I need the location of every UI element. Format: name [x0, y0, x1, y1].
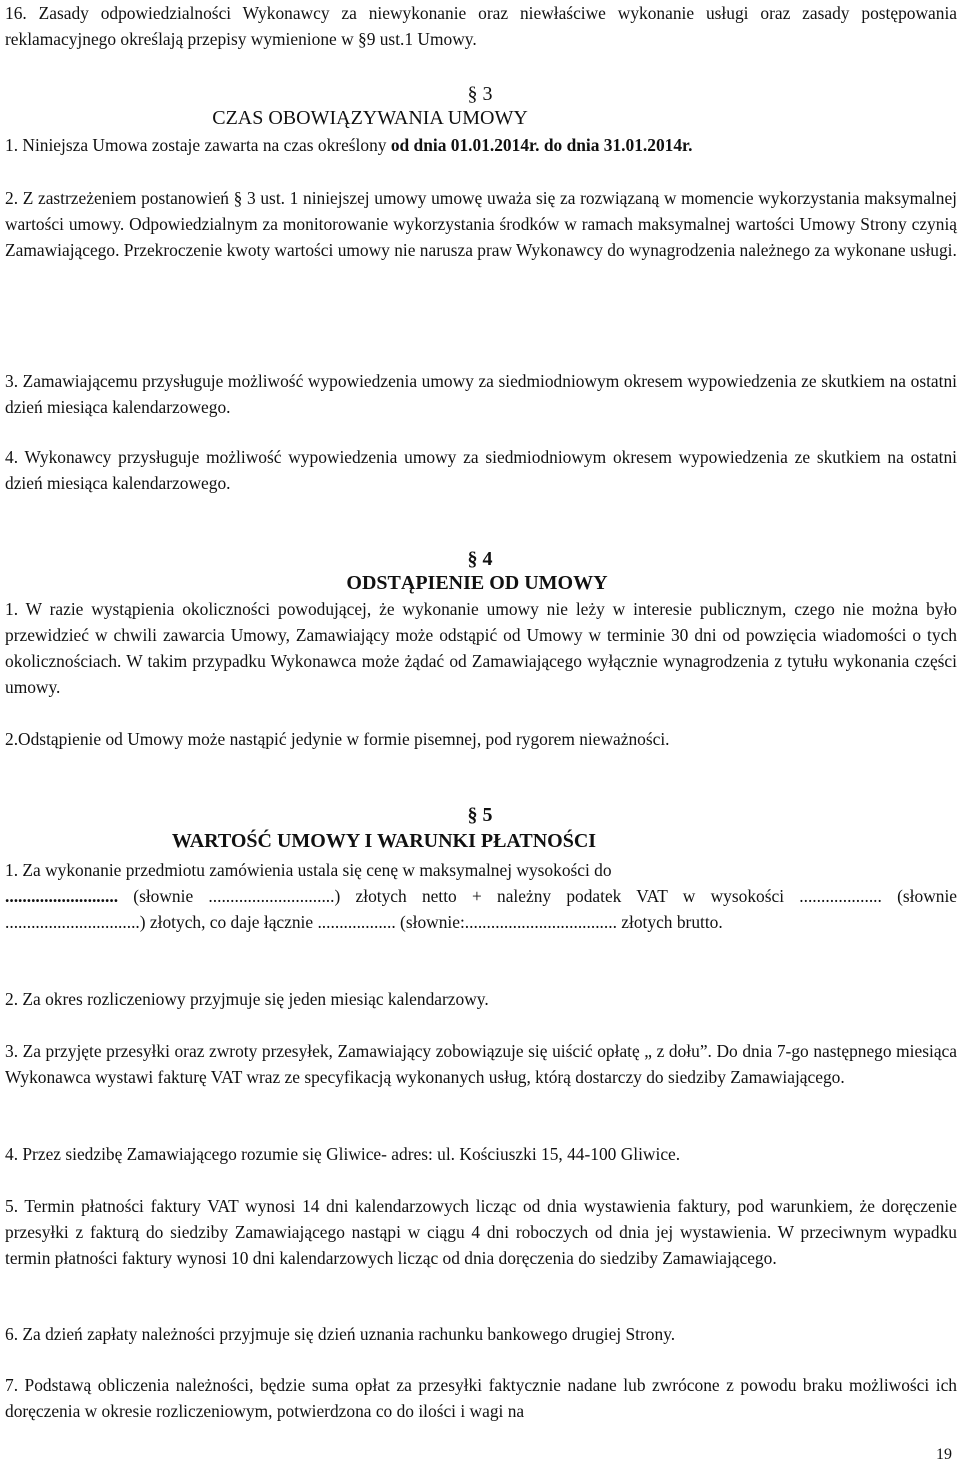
section-4-title: ODSTĄPIENIE OD UMOWY	[346, 572, 608, 594]
section-5-paragraph-3: 3. Za przyjęte przesyłki oraz zwroty przesyłek, Zamawiający zobowiązuje się uiścić opłatę „ z dołu”. Do dnia 7-go następnego miesiąca Wykonawca wystawi fakturę VAT wraz ze specyfikacją wykonanych usług, którą dostarczy do siedziby Zamawiającego.	[5, 1041, 957, 1087]
section-3-number: § 3	[467, 83, 493, 105]
section-5-p1-rest-text: (słownie .............................) złotych netto + należny podatek VAT w wysokości ................... (słownie ...............................) złotych, co daje łącznie .................. (słownie:................................... złotych brutto.	[5, 886, 957, 932]
section-3-p1-text: 1. Niniejsza Umowa zostaje zawarta na czas określony	[5, 135, 391, 155]
section-5-paragraph-4: 4. Przez siedzibę Zamawiającego rozumie się Gliwice- adres: ul. Kościuszki 15, 44-100 Gliwice.	[5, 1144, 681, 1164]
section-4-number: § 4	[467, 548, 493, 570]
section-3-paragraph-4: 4. Wykonawcy przysługuje możliwość wypowiedzenia umowy za siedmiodniowym okresem wypowiedzenia ze skutkiem na ostatni dzień miesiąca kalendarzowego.	[5, 447, 957, 493]
section-5-paragraph-1-rest	[5, 883, 957, 935]
paragraph-16: 16. Zasady odpowiedzialności Wykonawcy za niewykonanie oraz niewłaściwe wykonanie usługi oraz zasady postępowania reklamacyjnego określają przepisy wymienione w §9 ust.1 Umowy.	[5, 3, 957, 49]
section-5-paragraph-5: 5. Termin płatności faktury VAT wynosi 14 dni kalendarzowych licząc od dnia wystawienia faktury, pod warunkiem, że doręczenie przesyłki z fakturą do siedziby Zamawiającego nastąpi w ciągu 4 dni roboczych od dnia jej wystawienia. W przeciwnym wypadku termin płatności faktury wynosi 10 dni kalendarzowych licząc od dnia doręczenia do siedziby Zamawiającego.	[5, 1196, 957, 1268]
page-number: 19	[936, 1446, 952, 1463]
section-5-paragraph-6: 6. Za dzień zapłaty należności przyjmuje się dzień uznania rachunku bankowego drugiej Strony.	[5, 1324, 676, 1344]
section-4-paragraph-2: 2.Odstąpienie od Umowy może nastąpić jedynie w formie pisemnej, pod rygorem nieważności.	[5, 729, 670, 749]
date-from: od dnia 01.01.2014r.	[390, 135, 540, 155]
section-4-paragraph-1: 1. W razie wystąpienia okoliczności powodującej, że wykonanie umowy nie leży w interesie publicznym, czego nie można było przewidzieć w chwili zawarcia Umowy, Zamawiający może odstąpić od Umowy w terminie 30 dni od powzięcia wiadomości o tych okolicznościach. W takim przypadku Wykonawca może żądać od Zamawiającego wyłącznie wynagrodzenia z tytułu wykonania części umowy.	[5, 599, 957, 697]
amount-placeholder: ..........................	[5, 886, 119, 906]
section-5-title: WARTOŚĆ UMOWY I WARUNKI PŁATNOŚCI	[171, 830, 597, 852]
date-to: do dnia 31.01.2014r.	[543, 135, 693, 155]
section-5-paragraph-2: 2. Za okres rozliczeniowy przyjmuje się jeden miesiąc kalendarzowy.	[5, 989, 489, 1009]
section-3-paragraph-2: 2. Z zastrzeżeniem postanowień § 3 ust. 1 niniejszej umowy umowę uważa się za rozwiązaną w momencie wykorzystania maksymalnej wartości umowy. Odpowiedzialnym za monitorowanie wykorzystania środków w ramach maksymalnej wartości Umowy Strony czynią Zamawiającego. Przekroczenie kwoty wartości umowy nie narusza praw Wykonawcy do wynagrodzenia należnego za wykonane usługi.	[5, 188, 957, 260]
section-5-paragraph-1-line-1: 1. Za wykonanie przedmiotu zamówienia ustala się cenę w maksymalnej wysokości do	[5, 860, 612, 880]
section-3-paragraph-3: 3. Zamawiającemu przysługuje możliwość wypowiedzenia umowy za siedmiodniowym okresem wypowiedzenia ze skutkiem na ostatni dzień miesiąca kalendarzowego.	[5, 371, 957, 417]
section-5-number: § 5	[467, 804, 493, 826]
section-5-paragraph-7: 7. Podstawą obliczenia należności, będzie suma opłat za przesyłki faktycznie nadane lub zwrócone z powodu braku możliwości ich doręczenia w okresie rozliczeniowym, potwierdzona co do ilości i wagi na	[5, 1375, 957, 1421]
section-3-paragraph-1	[5, 132, 957, 158]
section-3-title: CZAS OBOWIĄZYWANIA UMOWY	[212, 107, 528, 129]
